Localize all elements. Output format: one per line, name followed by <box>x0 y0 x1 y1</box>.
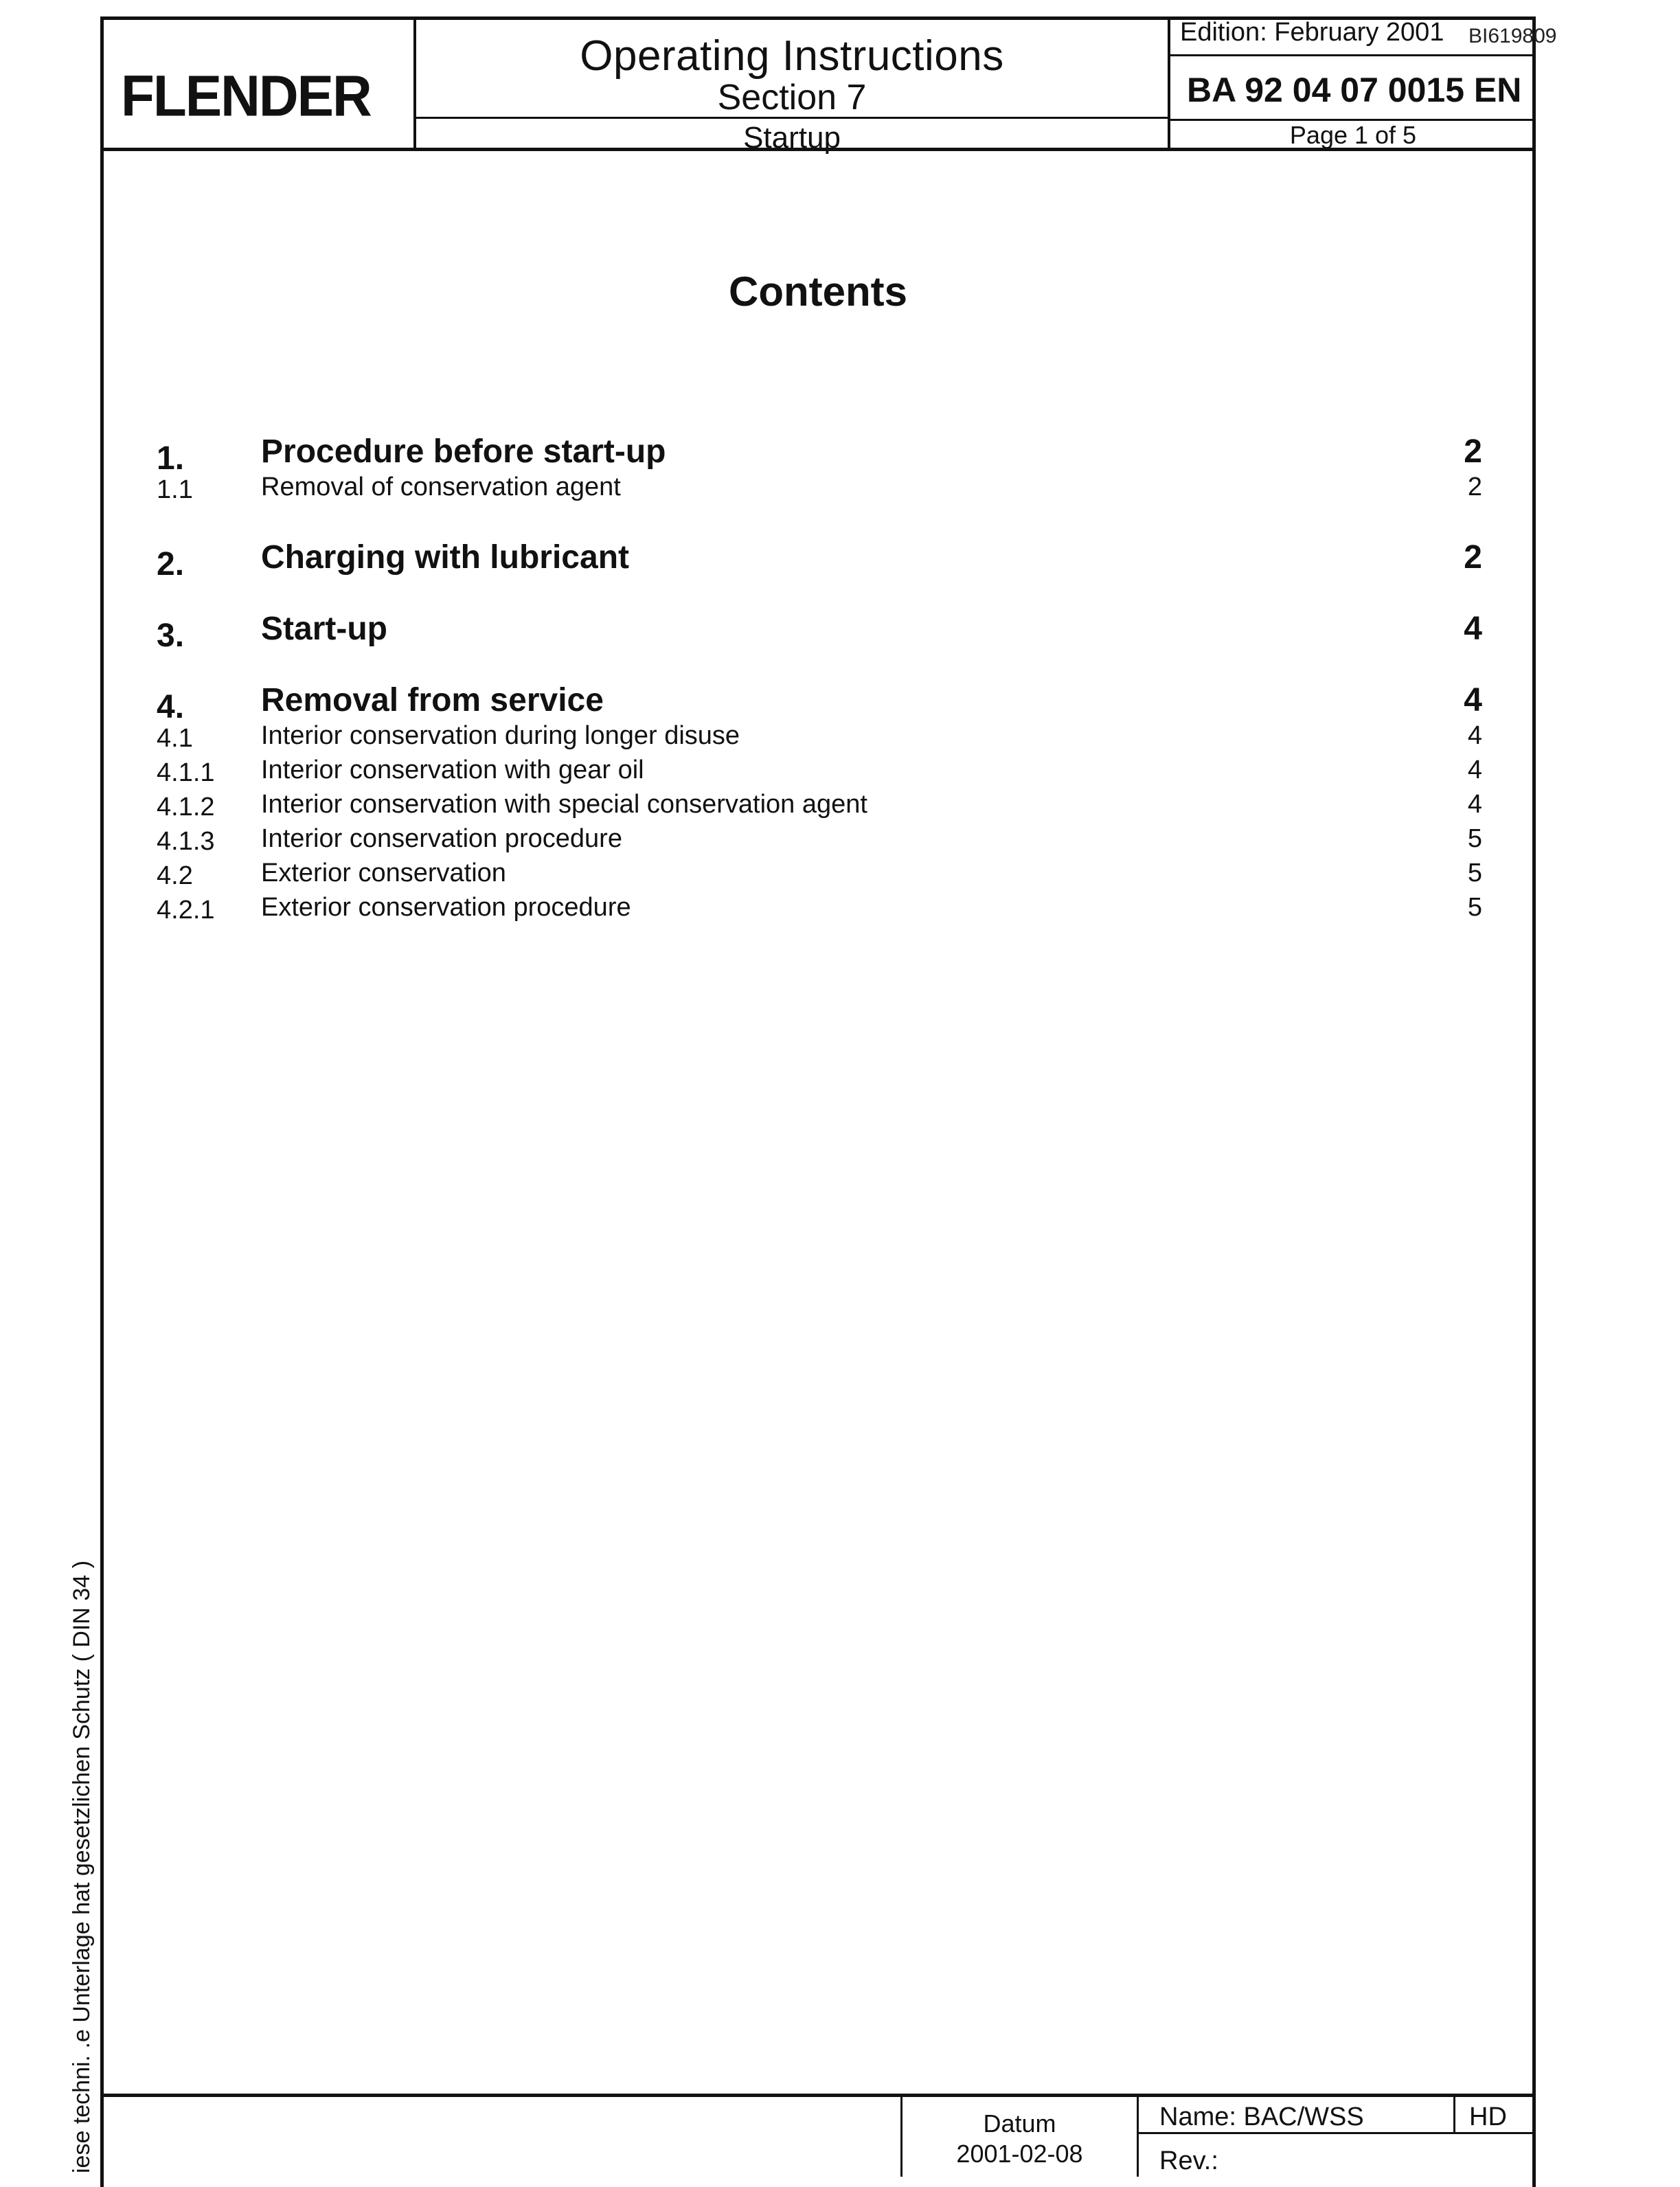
page-frame <box>100 16 1536 2187</box>
contents-heading: Contents <box>729 269 907 315</box>
document-section: Section 7 <box>717 78 867 117</box>
toc-title: Interior conservation with special conservation agent <box>261 790 867 819</box>
edition-text: Edition: February 2001 <box>1180 18 1444 47</box>
toc-page: 2 <box>1464 433 1482 470</box>
toc-number: 3. <box>157 617 185 654</box>
document-number: BA 92 04 07 0015 EN <box>1187 71 1522 109</box>
toc-entry[interactable] <box>157 539 1482 582</box>
toc-title: Start-up <box>261 611 387 647</box>
toc-title: Removal from service <box>261 682 604 718</box>
toc-title: Interior conservation during longer disuse <box>261 721 740 750</box>
toc-entry[interactable] <box>157 790 1482 824</box>
toc-entry[interactable] <box>157 721 1482 756</box>
toc-page: 5 <box>1467 824 1482 853</box>
toc-page: 4 <box>1467 721 1482 750</box>
toc-title: Removal of conservation agent <box>261 473 621 501</box>
author-name: Name: BAC/WSS <box>1159 2103 1364 2131</box>
toc-page: 2 <box>1464 539 1482 576</box>
toc-entry[interactable] <box>157 893 1482 927</box>
toc-page: 5 <box>1467 859 1482 887</box>
date-label: Datum <box>983 2109 1056 2138</box>
toc-entry[interactable] <box>157 756 1482 790</box>
toc-page: 2 <box>1467 473 1482 501</box>
toc-entry[interactable] <box>157 433 1482 477</box>
document-title: Operating Instructions <box>580 32 1004 80</box>
toc-number: 4.1 <box>157 724 193 753</box>
logo-cell <box>100 16 416 148</box>
document-footer <box>100 2094 1536 2173</box>
hd-cell <box>1453 2097 1536 2134</box>
toc-number: 1.1 <box>157 475 193 504</box>
toc-entry[interactable] <box>157 610 1482 654</box>
date-value: 2001-02-08 <box>956 2140 1083 2168</box>
toc-page: 4 <box>1467 790 1482 819</box>
footer-left-cell <box>100 2097 903 2177</box>
footer-date-cell <box>903 2097 1139 2177</box>
toc-number: 4.1.3 <box>157 827 215 856</box>
toc-page: 4 <box>1464 611 1482 647</box>
toc-number: 4.1.1 <box>157 758 215 787</box>
copyright-side-note: iese techni. .e Unterlage hat gesetzlichen Schutz ( DIN 34 ) <box>69 1560 95 2173</box>
title-divider <box>416 117 1168 119</box>
toc-entry[interactable] <box>157 681 1482 725</box>
revision-label: Rev.: <box>1159 2146 1218 2175</box>
toc-title: Exterior conservation procedure <box>261 893 631 922</box>
page-indicator: Page 1 of 5 <box>1289 121 1417 149</box>
toc-title: Charging with lubricant <box>261 539 629 576</box>
toc-title: Procedure before start-up <box>261 433 666 470</box>
toc-number: 4.2.1 <box>157 896 215 925</box>
toc-page: 4 <box>1464 682 1482 718</box>
toc-number: 4.1.2 <box>157 793 215 821</box>
hd-label: HD <box>1469 2103 1507 2131</box>
table-of-contents <box>157 433 1482 927</box>
document-subtitle: Startup <box>743 121 841 155</box>
footer-name-cell <box>1139 2097 1536 2177</box>
toc-number: 2. <box>157 546 185 582</box>
toc-page: 4 <box>1467 756 1482 784</box>
toc-entry[interactable] <box>157 473 1482 507</box>
name-row <box>1139 2097 1536 2134</box>
document-header <box>100 16 1536 155</box>
toc-title: Exterior conservation <box>261 859 506 887</box>
toc-page: 5 <box>1467 893 1482 922</box>
toc-entry[interactable] <box>157 859 1482 893</box>
document-number-box <box>1170 56 1536 121</box>
archive-stamp: BI619809 <box>1468 25 1557 47</box>
toc-number: 4. <box>157 689 185 725</box>
toc-title: Interior conservation procedure <box>261 824 622 853</box>
toc-number: 1. <box>157 440 185 477</box>
toc-title: Interior conservation with gear oil <box>261 756 644 784</box>
flender-logo: FLENDER <box>121 63 371 128</box>
title-cell <box>416 16 1170 155</box>
toc-entry[interactable] <box>157 824 1482 859</box>
toc-number: 4.2 <box>157 861 193 890</box>
